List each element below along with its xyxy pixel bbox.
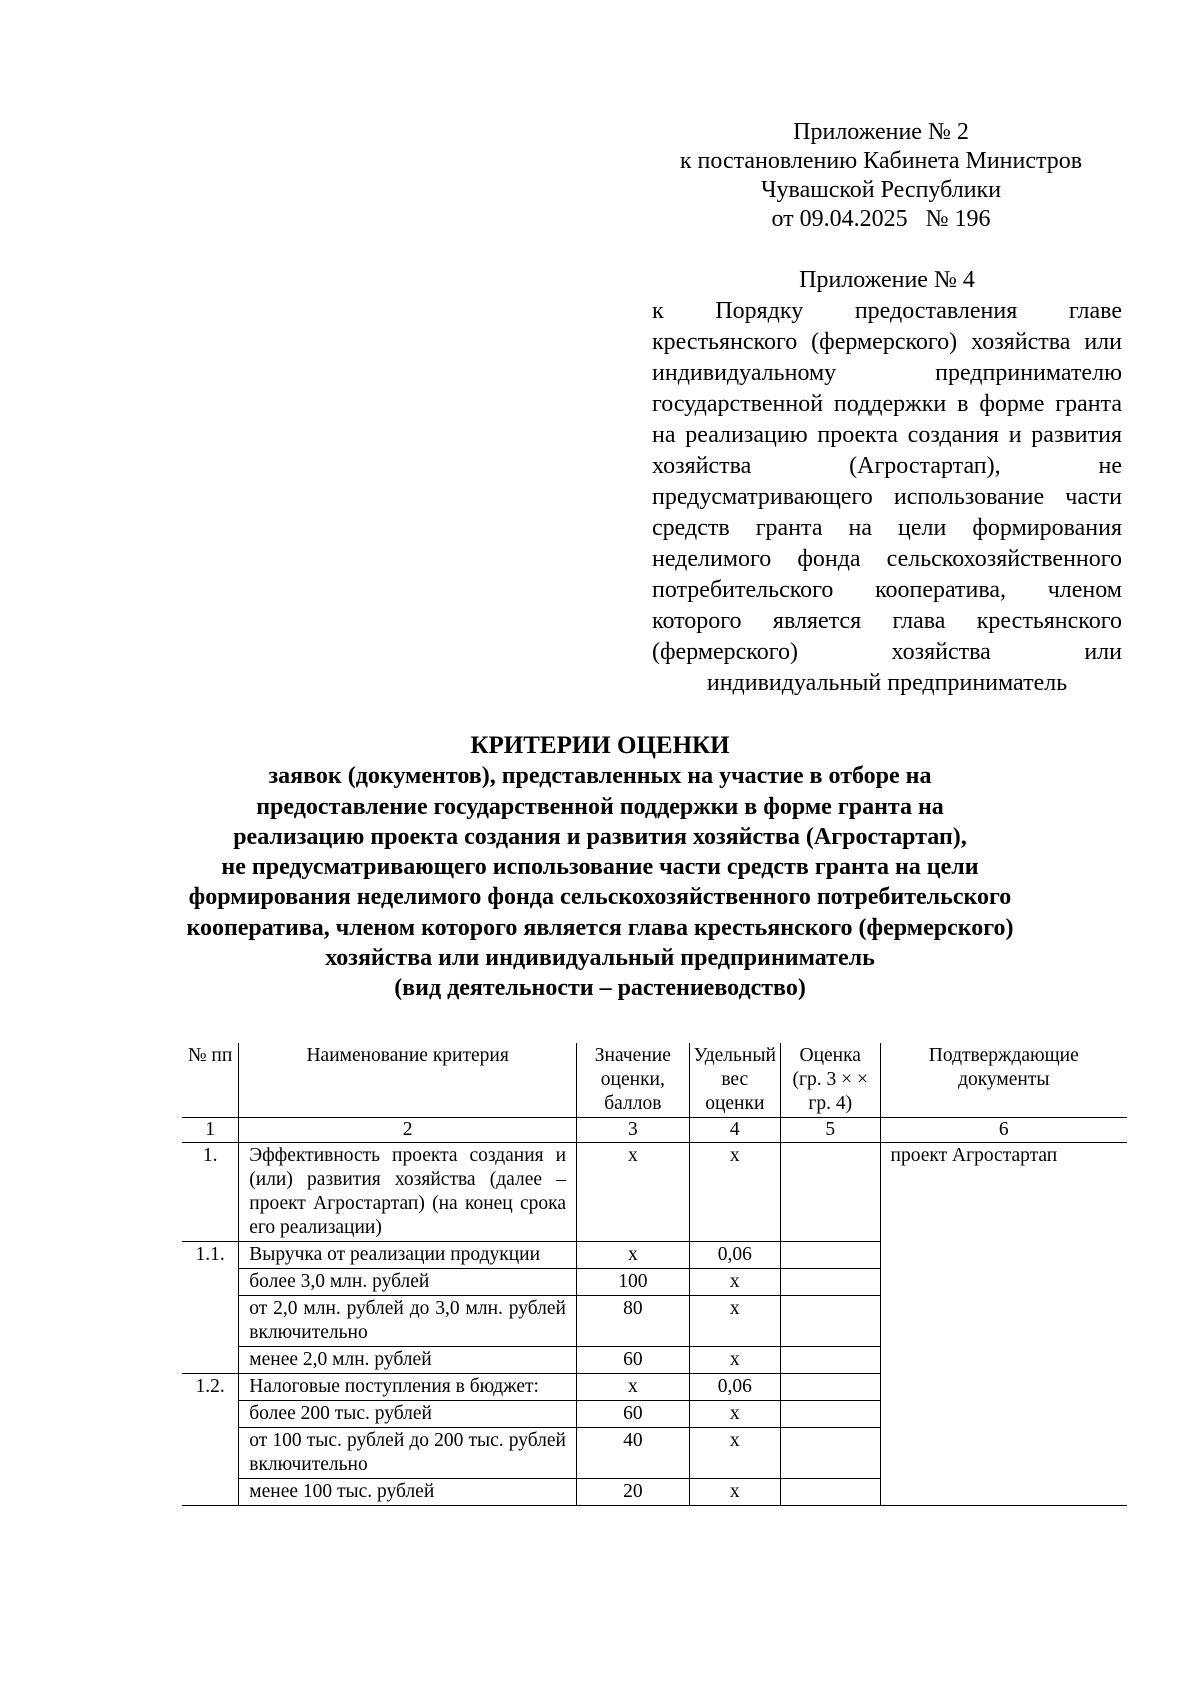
row-score: [780, 1296, 880, 1347]
row-value: х: [577, 1374, 690, 1401]
row-name: более 3,0 млн. рублей: [239, 1269, 577, 1296]
heading-line: реализацию проекта создания и развития хозяйства (Агростартап),: [233, 823, 967, 850]
row-value: 60: [577, 1401, 690, 1428]
row-weight: х: [689, 1347, 780, 1374]
column-number: 1: [182, 1118, 239, 1143]
row-score: [780, 1374, 880, 1401]
row-name: Налоговые поступления в бюджет:: [239, 1374, 577, 1401]
column-number: 4: [689, 1118, 780, 1143]
heading-line: хозяйства или индивидуальный предприниматель: [325, 945, 875, 972]
column-number: 5: [780, 1118, 880, 1143]
row-name: от 2,0 млн. рублей до 3,0 млн. рублей включительно: [239, 1296, 577, 1347]
row-score: [780, 1269, 880, 1296]
header-weight: Удельный вес оценки: [689, 1043, 780, 1118]
row-value: 40: [577, 1428, 690, 1479]
appendix-main-line: Чувашской Республики: [760, 177, 1002, 203]
row-weight: х: [689, 1428, 780, 1479]
row-weight: х: [689, 1296, 780, 1347]
table-header-row: [182, 1043, 1127, 1118]
row-score: [780, 1401, 880, 1428]
table-row: [182, 1143, 1127, 1242]
header-docs: Подтверждающие документы: [880, 1043, 1127, 1118]
row-docs: проект Агростартап: [880, 1143, 1127, 1506]
column-number: 2: [239, 1118, 577, 1143]
row-weight: х: [689, 1401, 780, 1428]
column-number: 6: [880, 1118, 1127, 1143]
appendix-order-block: [652, 265, 1122, 699]
row-weight: 0,06: [689, 1242, 780, 1269]
heading-line: (вид деятельности – растениеводство): [394, 975, 806, 1002]
row-score: [780, 1428, 880, 1479]
row-value: 100: [577, 1269, 690, 1296]
criteria-table: [182, 1043, 1127, 1506]
document-heading: [80, 731, 1120, 1004]
header-value: Значение оценки, баллов: [577, 1043, 690, 1118]
row-name: Эффективность проекта создания и (или) развития хозяйства (далее – проект Агростартап) (на конец срока его реализации): [239, 1143, 577, 1242]
heading-line: формирования неделимого фонда сельскохозяйственного потребительского: [188, 884, 1012, 911]
heading-line: не предусматривающего использование части средств гранта на цели: [221, 854, 979, 881]
column-number-row: [182, 1118, 1127, 1143]
row-num: 1.1.: [182, 1242, 239, 1374]
row-score: [780, 1347, 880, 1374]
appendix-main-block: [645, 118, 1117, 234]
header-name: Наименование критерия: [239, 1043, 577, 1118]
row-num: 1.2.: [182, 1374, 239, 1506]
appendix-main-line: к постановлению Кабинета Министров: [679, 148, 1083, 174]
row-value: х: [577, 1143, 690, 1242]
row-score: [780, 1143, 880, 1242]
heading-line: предоставление государственной поддержки в форме гранта на: [256, 793, 944, 820]
appendix-main-date: от 09.04.2025 № 196: [771, 206, 991, 232]
column-number: 3: [577, 1118, 690, 1143]
heading-line: кооператива, членом которого является глава крестьянского (фермерского): [186, 914, 1014, 941]
row-score: [780, 1242, 880, 1269]
appendix-main-title: Приложение № 2: [793, 119, 969, 145]
header-score: Оценка (гр. 3 × × гр. 4): [780, 1043, 880, 1118]
row-weight: 0,06: [689, 1374, 780, 1401]
row-name: Выручка от реализации продукции: [239, 1242, 577, 1269]
row-name: менее 100 тыс. рублей: [239, 1479, 577, 1506]
row-score: [780, 1479, 880, 1506]
row-value: 80: [577, 1296, 690, 1347]
header-num: № пп: [182, 1043, 239, 1118]
row-name: от 100 тыс. рублей до 200 тыс. рублей включительно: [239, 1428, 577, 1479]
appendix-order-text: к Порядку предоставления главе крестьянского (фермерского) хозяйства или индивидуальному предпринимателю государственной поддержки в форме гранта на реализацию проекта создания и развития хозяйства (Агростартап), не предусматривающего использование части средств гранта на цели формирования неделимого фонда сельскохозяйственного потребительского кооператива, членом которого является глава крестьянского (фермерского) хозяйства или индивидуальный предприниматель: [652, 298, 1122, 696]
row-value: 20: [577, 1479, 690, 1506]
row-name: более 200 тыс. рублей: [239, 1401, 577, 1428]
row-weight: х: [689, 1269, 780, 1296]
row-value: 60: [577, 1347, 690, 1374]
row-weight: х: [689, 1479, 780, 1506]
document-title: КРИТЕРИИ ОЦЕНКИ: [470, 732, 730, 759]
appendix-order-title: Приложение № 4: [799, 267, 975, 293]
heading-line: заявок (документов), представленных на участие в отборе на: [268, 763, 932, 790]
row-num: 1.: [182, 1143, 239, 1242]
row-value: х: [577, 1242, 690, 1269]
row-name: менее 2,0 млн. рублей: [239, 1347, 577, 1374]
row-weight: х: [689, 1143, 780, 1242]
